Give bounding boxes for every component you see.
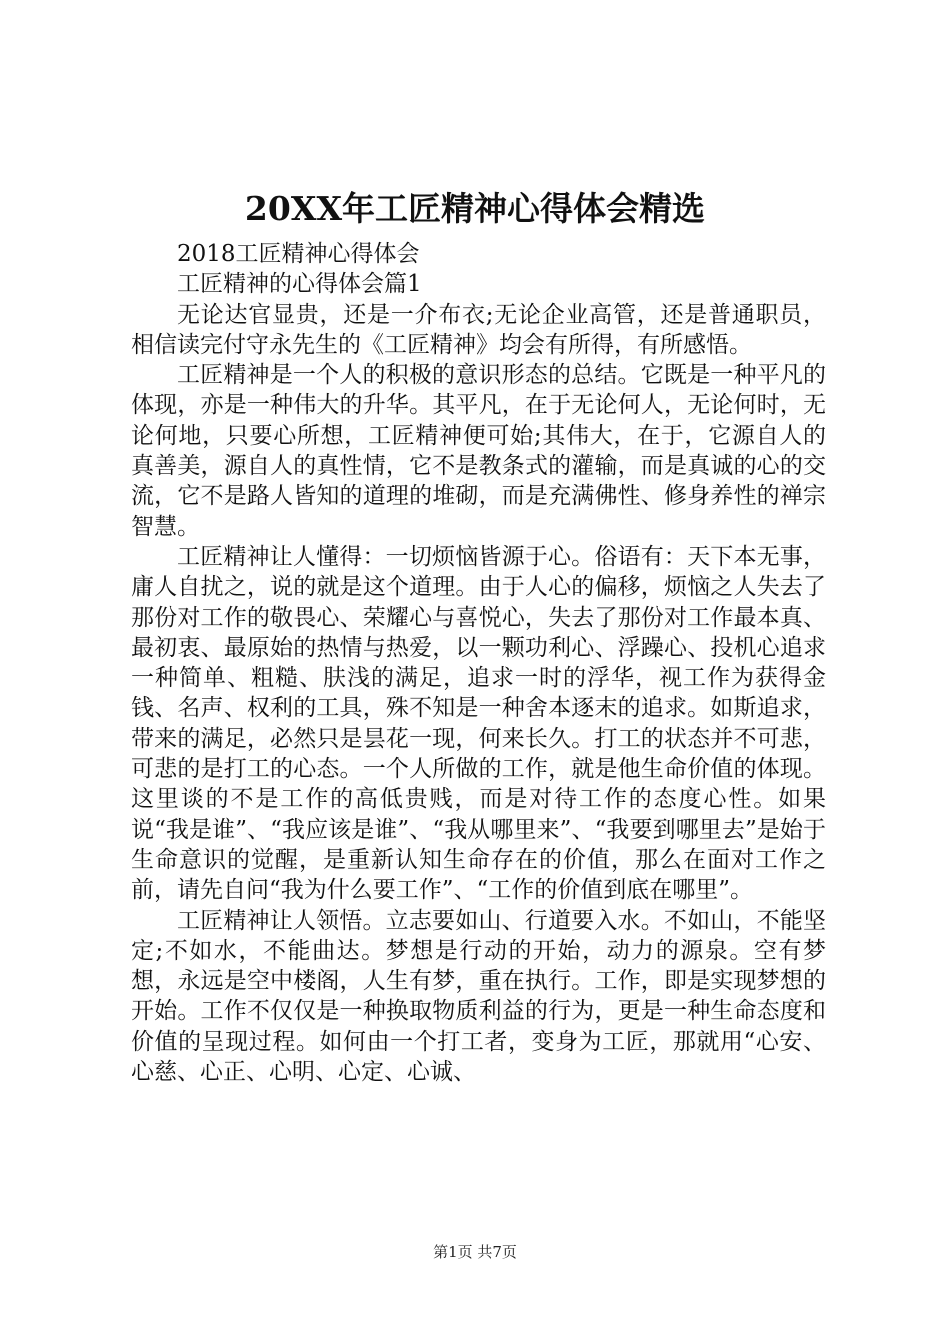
body-paragraph: 无论达官显贵，还是一介布衣;无论企业高管，还是普通职员，相信读完付守永先生的《工匠精神》均会有所得，有所感悟。 — [131, 301, 826, 358]
subtitle-paragraph: 2018工匠精神心得体会 — [177, 241, 420, 267]
page-footer: 第1页 共7页 — [433, 1243, 517, 1261]
document-title: 20XX年工匠精神心得体会精选 — [244, 189, 706, 228]
body-paragraph: 工匠精神是一个人的积极的意识形态的总结。它既是一种平凡的体现，亦是一种伟大的升华。其平凡，在于无论何人，无论何时，无论何地，只要心所想，工匠精神便可始;其伟大，在于，它源自人的真善美，源自人的真性情，它不是教条式的灌输，而是真诚的心的交流，它不是路人皆知的道理的堆砌，而是充满佛性、修身养性的禅宗智慧。 — [131, 362, 826, 540]
document-body — [131, 239, 826, 1087]
section-heading: 工匠精神的心得体会篇1 — [177, 271, 422, 298]
body-paragraph: 工匠精神让人领悟。立志要如山、行道要入水。不如山，不能坚定;不如水，不能曲达。梦想是行动的开始，动力的源泉。空有梦想，永远是空中楼阁，人生有梦，重在执行。工作，即是实现梦想的开始。工作不仅仅是一种换取物质利益的行为，更是一种生命态度和价值的呈现过程。如何由一个打工者，变身为工匠，那就用“心安、心慈、心正、心明、心定、心诚、 — [131, 907, 826, 1086]
body-paragraph: 工匠精神让人懂得：一切烦恼皆源于心。俗语有：天下本无事，庸人自扰之，说的就是这个道理。由于人心的偏移，烦恼之人失去了那份对工作的敬畏心、荣耀心与喜悦心，失去了那份对工作最本真、最初衷、最原始的热情与热爱，以一颗功利心、浮躁心、投机心追求一种简单、粗糙、肤浅的满足，追求一时的浮华，视工作为获得金钱、名声、权利的工具，殊不知是一种舍本逐末的追求。如斯追求，带来的满足，必然只是昙花一现，何来长久。打工的状态并不可悲，可悲的是打工的心态。一个人所做的工作，就是他生命价值的体现。这里谈的不是工作的高低贵贱，而是对待工作的态度心性。如果说“我是谁”、“我应该是谁”、“我从哪里来”、“我要到哪里去”是始于生命意识的觉醒，是重新认知生命存在的价值，那么在面对工作之前，请先自问“我为什么要工作”、“工作的价值到底在哪里”。 — [131, 543, 826, 904]
